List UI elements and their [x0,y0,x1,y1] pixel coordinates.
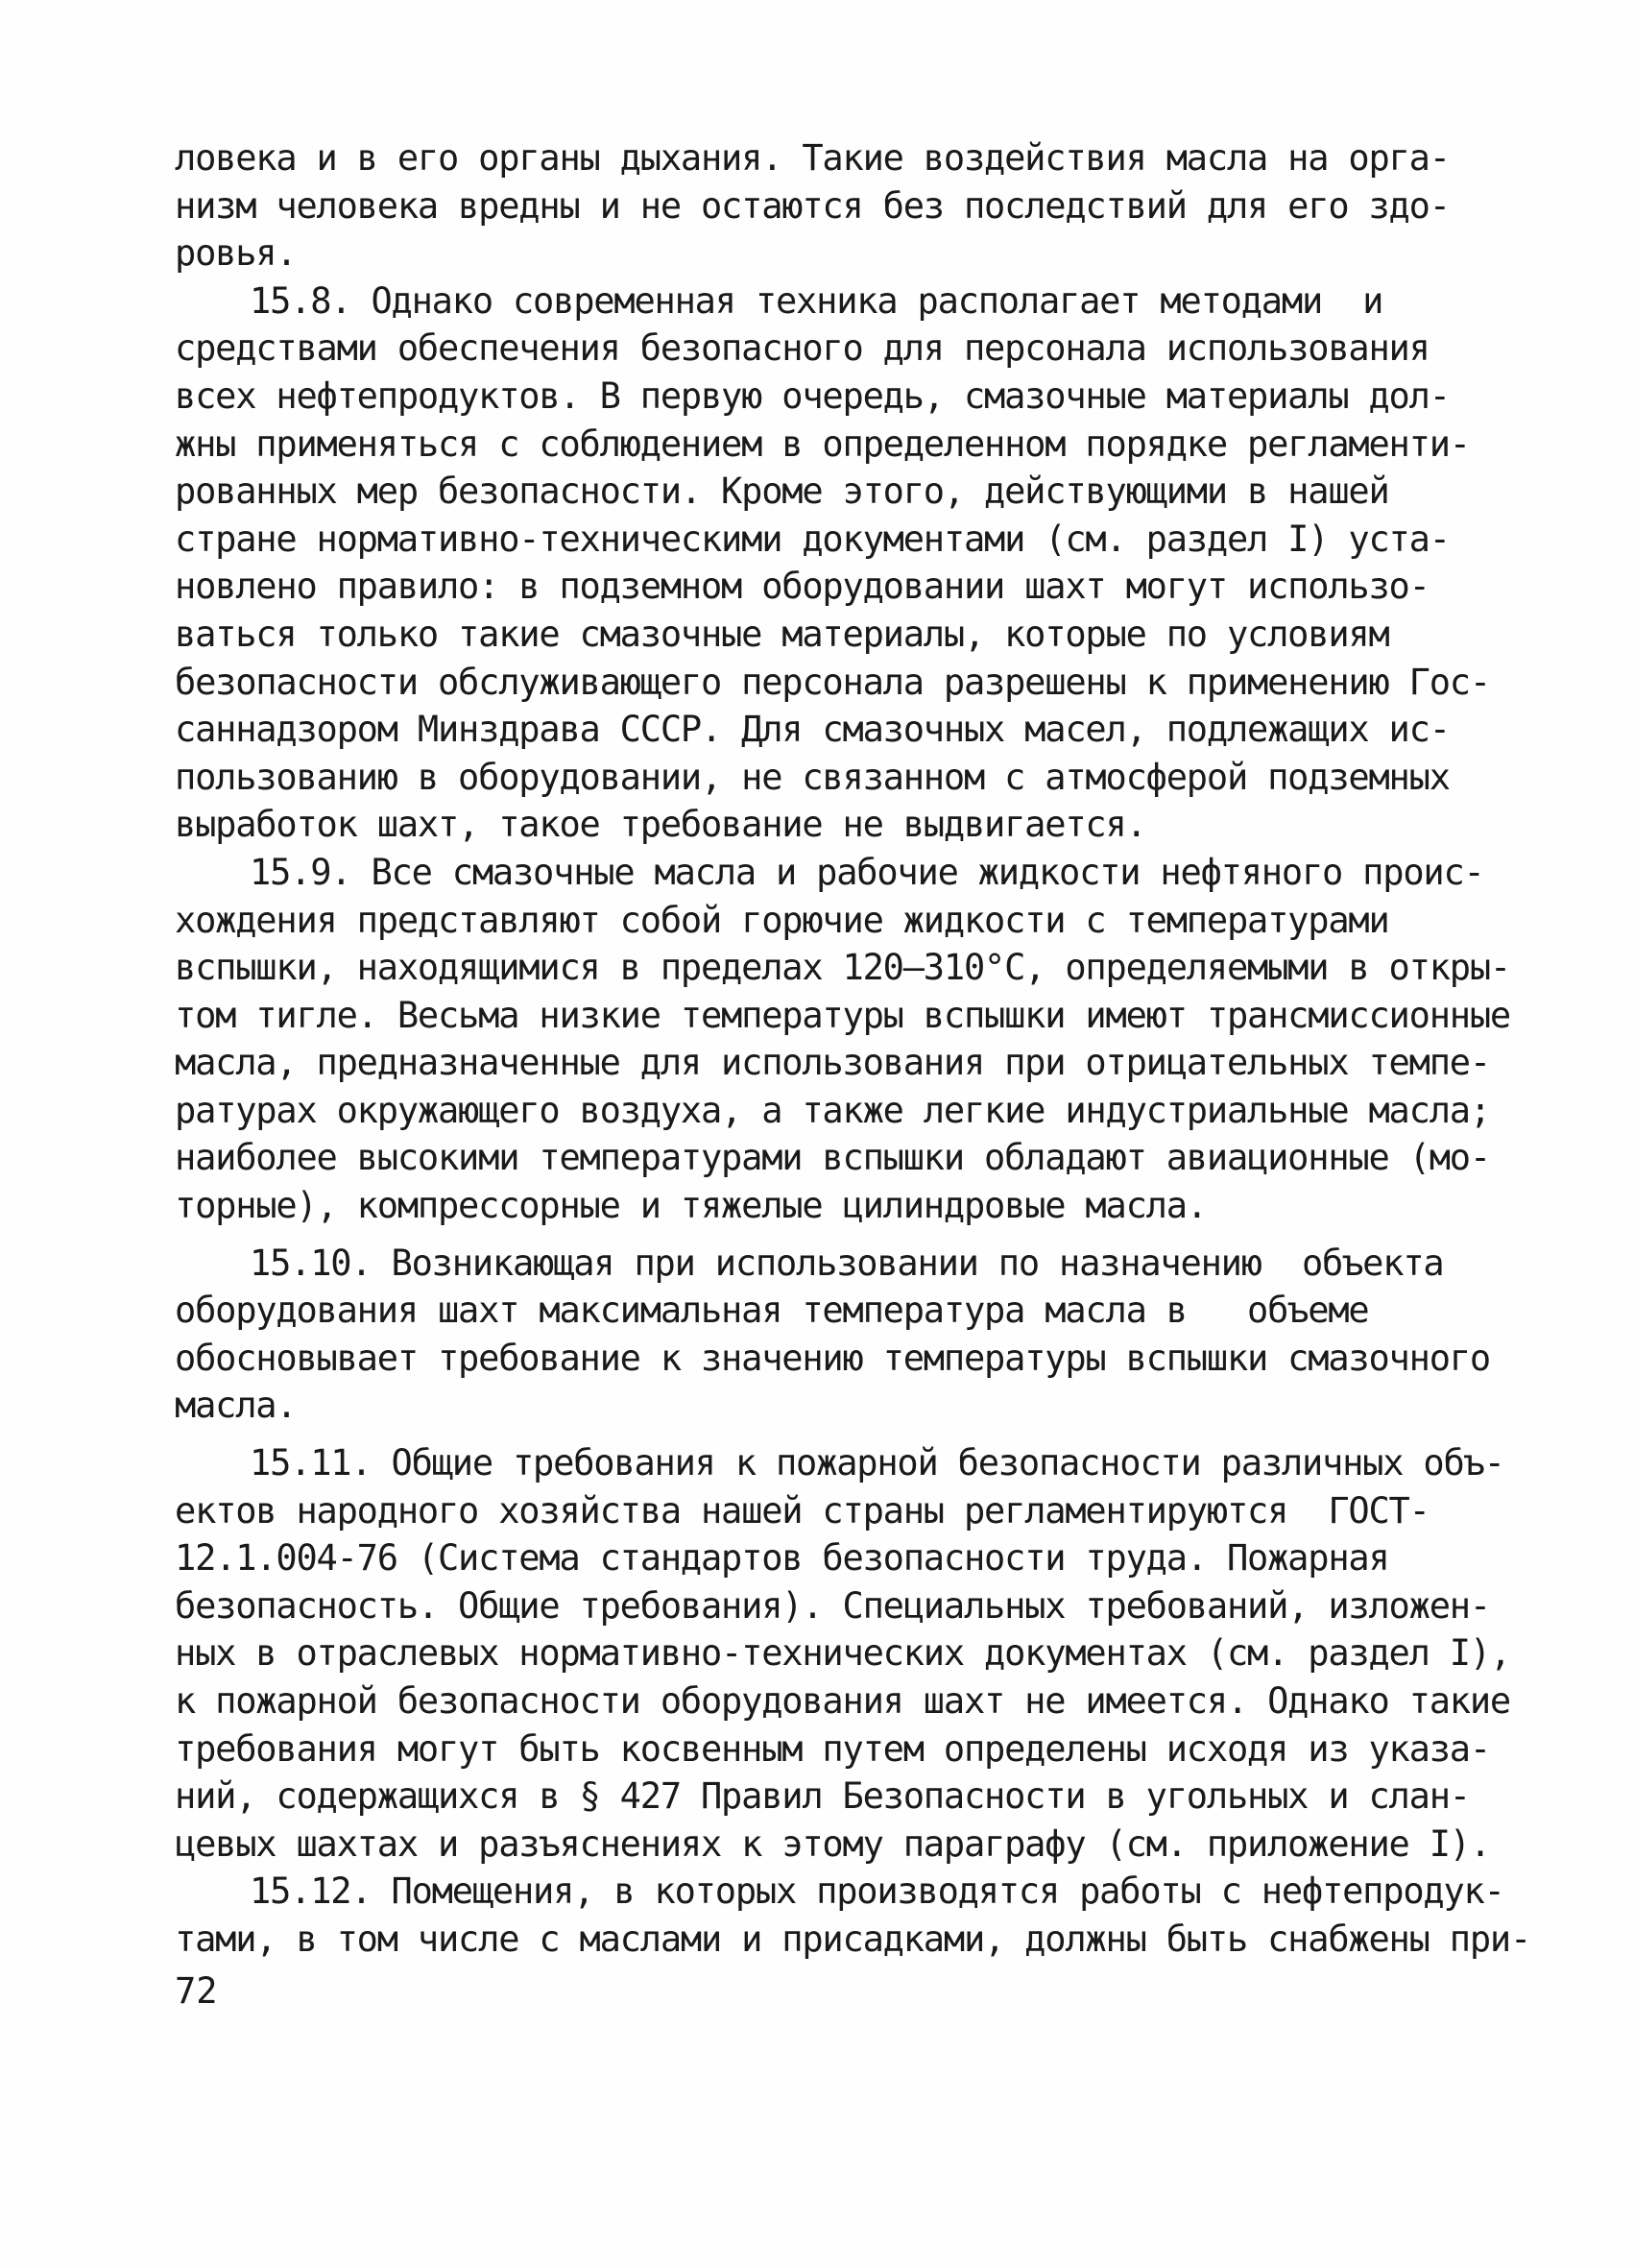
text-line: 15.12. Помещения, в которых производятся работы с нефтепродук- [250,1870,1504,1913]
text-line: к пожарной безопасности оборудования шахт не имеется. Однако такие [175,1680,1511,1722]
text-line: обосновывает требование к значению температуры вспышки смазочного [175,1337,1490,1379]
text-line: 15.11. Общие требования к пожарной безопасности различных объ- [250,1442,1504,1484]
body-text [175,134,1531,1964]
text-line: средствами обеспечения безопасного для персонала использования [175,327,1430,370]
text-line: цевых шахтах и разъяснениях к этому параграфу (см. приложение I). [175,1822,1490,1865]
text-line: безопасности обслуживающего персонала разрешены к применению Гос- [175,661,1490,703]
text-line: жны применяться с соблюдением в определенном порядке регламенти- [175,422,1470,465]
text-line: ний, содержащихся в § 427 Правил Безопасности в угольных и слан- [175,1775,1470,1818]
text-line: 15.9. Все смазочные масла и рабочие жидкости нефтяного проис- [250,851,1484,893]
text-line: новлено правило: в подземном оборудовании шахт могут использо- [175,566,1430,608]
text-line: саннадзором Минздрава СССР. Для смазочных масел, подлежащих ис- [175,709,1450,751]
text-line: масла. [175,1385,297,1427]
paragraph-15-8 [175,277,1490,849]
text-line: 15.10. Возникающая при использовании по назначению объекта [250,1242,1444,1284]
text-line: оборудования шахт максимальная температура масла в объеме [175,1290,1369,1332]
paragraph-continuation [175,134,1461,277]
text-line: низм человека вредны и не остаются без последствий для его здо- [175,184,1450,227]
page-number: 72 [175,1970,218,2012]
text-line: ловека и в его органы дыхания. Такие воздействия масла на орга- [175,137,1450,179]
text-line: тами, в том числе с маслами и присадками, должны быть снабжены при- [175,1918,1531,1960]
text-line: торные), компрессорные и тяжелые цилиндровые масла. [175,1185,1207,1227]
text-line: ровья. [175,232,297,275]
paragraph-15-9 [175,849,1511,1230]
text-line: наиболее высокими температурами вспышки обладают авиационные (мо- [175,1137,1490,1179]
text-line: ратурах окружающего воздуха, а также легкие индустриальные масла; [175,1089,1490,1131]
text-line: безопасность. Общие требования). Специальных требований, изложен- [175,1584,1490,1627]
text-line: ных в отраслевых нормативно-технических документах (см. раздел I), [175,1632,1511,1675]
text-line: выработок шахт, такое требование не выдвигается. [175,804,1146,846]
text-line: 15.8. Однако современная техника располагает методами и [250,279,1383,322]
text-line: хождения представляют собой горючие жидкости с температурами [175,899,1389,941]
paragraph-15-12 [175,1868,1531,1963]
text-line: стране нормативно-техническими документами (см. раздел I) уста- [175,518,1450,560]
paragraph-gap [175,1230,1461,1240]
text-line: ваться только такие смазочные материалы, которые по условиям [175,613,1389,655]
text-line: всех нефтепродуктов. В первую очередь, смазочные материалы дол- [175,374,1450,417]
text-line: ектов народного хозяйства нашей страны регламентируются ГОСТ- [175,1489,1430,1532]
text-line: вспышки, находящимися в пределах 120–310°С, определяемыми в откры- [175,947,1511,989]
paragraph-gap [175,1430,1461,1439]
text-line: масла, предназначенные для использования при отрицательных темпе- [175,1042,1490,1084]
text-line: 12.1.004-76 (Система стандартов безопасности труда. Пожарная [175,1537,1389,1580]
text-line: требования могут быть косвенным путем определены исходя из указа- [175,1727,1490,1770]
paragraph-15-10 [175,1240,1490,1430]
text-line: пользованию в оборудовании, не связанном с атмосферой подземных [175,756,1450,798]
text-line: том тигле. Весьма низкие температуры вспышки имеют трансмиссионные [175,994,1511,1036]
paragraph-15-11 [175,1439,1511,1868]
text-line: рованных мер безопасности. Кроме этого, действующими в нашей [175,470,1389,513]
